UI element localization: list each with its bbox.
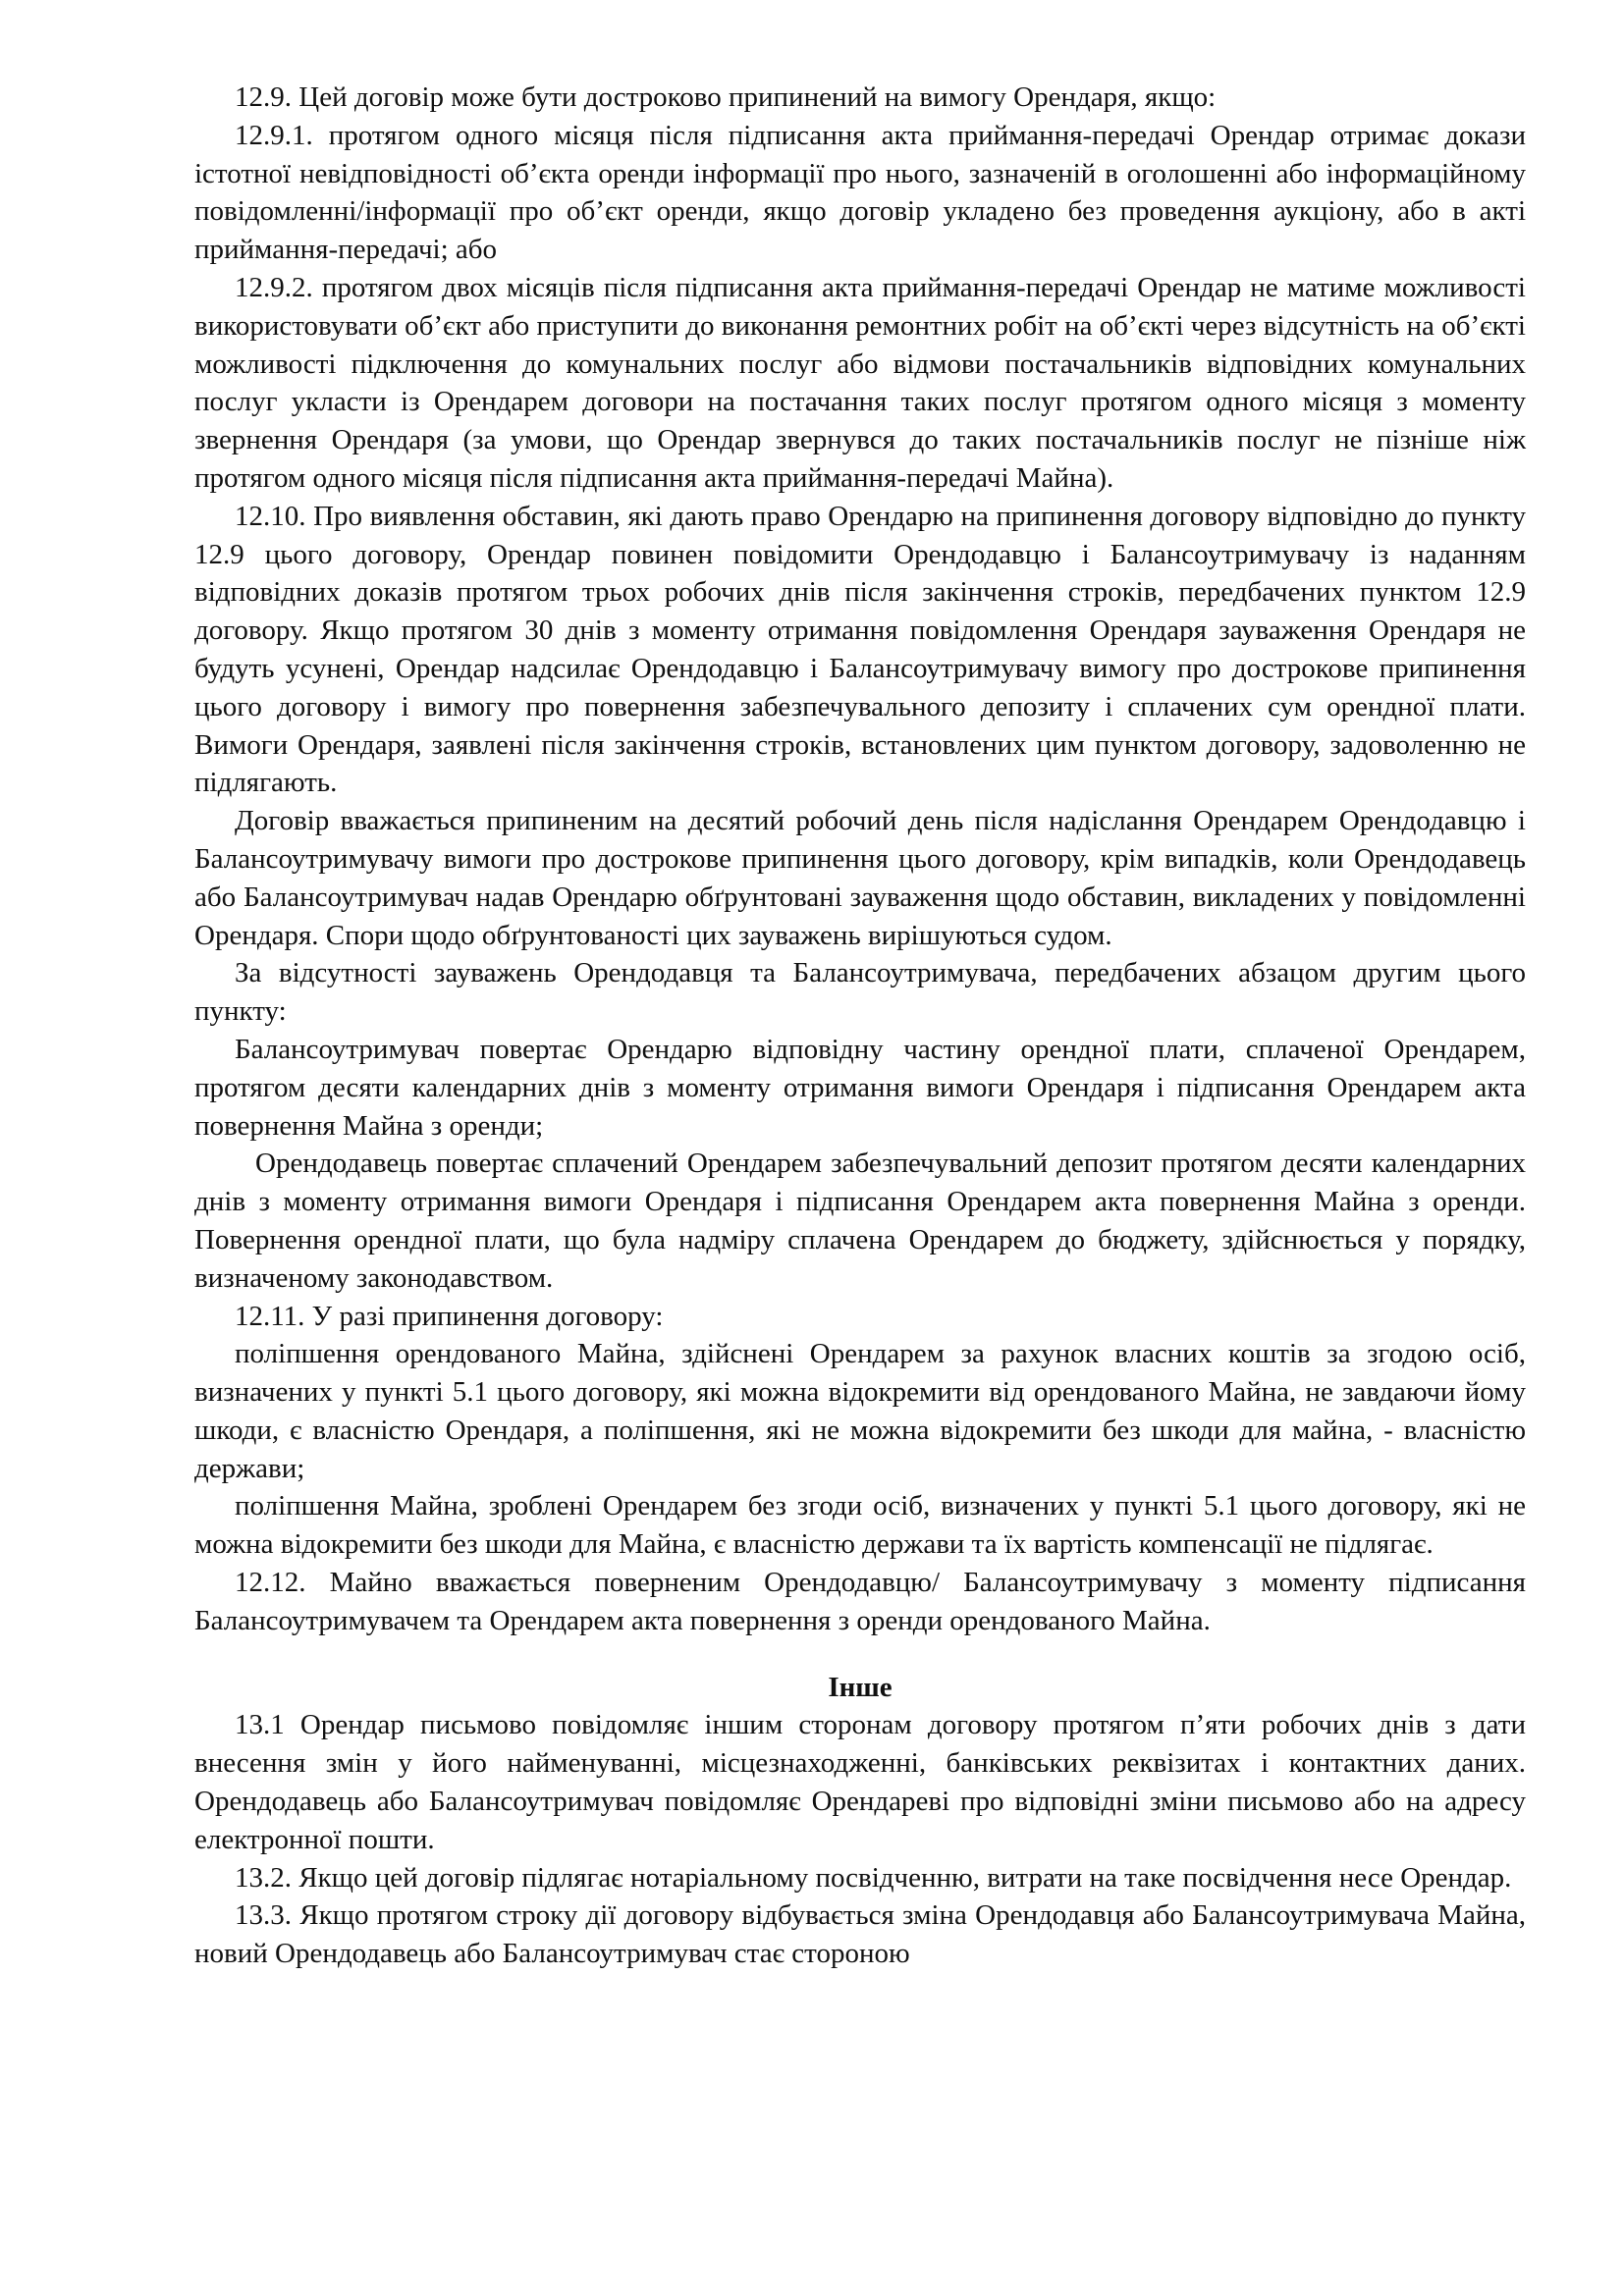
paragraph-13-1: 13.1 Орендар письмово повідомляє іншим сторонам договору протягом п’яти робочих днів з дати внесення змін у його найменуванні, місцезнаходженні, банківських реквізитах і контактних даних. Орендодавець або Балансоутримувач повідомляє Орендареві про відповідні зміни письмово або на адресу електронної пошти.	[194, 1709, 1526, 1855]
paragraph-12-9: 12.9. Цей договір може бути достроково припинений на вимогу Орендаря, якщо:	[235, 81, 1217, 113]
paragraph-13-3: 13.3. Якщо протягом строку дії договору відбувається зміна Орендодавця або Балансоутримувача Майна, новий Орендодавець або Балансоутримувач стає стороною	[194, 1899, 1526, 1970]
paragraph-12-10-no-remarks: За відсутності зауважень Орендодавця та Балансоутримувача, передбачених абзацом другим цього пункту:	[194, 957, 1526, 1028]
paragraph-12-11-inseparable-improvements: поліпшення Майна, зроблені Орендарем без згоди осіб, визначених у пункті 5.1 цього договору, які не можна відокремити без шкоди для Майна, є власністю держави та їх вартість компенсації не підлягає.	[194, 1490, 1526, 1561]
section-heading: Інше	[828, 1671, 893, 1703]
paragraph-12-9-2: 12.9.2. протягом двох місяців після підписання акта приймання-передачі Орендар не матиме можливості використовувати об’єкт або приступити до виконання ремонтних робіт на об’єкті через відсутність на об’єкті можливості підключення до комунальних послуг або відмови постачальників відповідних комунальних послуг укласти із Орендарем договори на постачання таких послуг протягом одного місяця з моменту звернення Орендаря (за умови, що Орендар звернувся до таких постачальників послуг не пізніше ніж протягом одного місяця після підписання акта приймання-передачі Майна).	[194, 271, 1526, 494]
paragraph-12-10-balance-holder-refund: Балансоутримувач повертає Орендарю відповідну частину орендної плати, сплаченої Орендарем, протягом десяти календарних днів з моменту отримання вимоги Орендаря і підписання Орендарем акта повернення Майна з оренди;	[194, 1033, 1526, 1142]
paragraph-12-10: 12.10. Про виявлення обставин, які дають право Орендарю на припинення договору відповідно до пункту 12.9 цього договору, Орендар повинен повідомити Орендодавцю і Балансоутримувачу із наданням відповідних доказів протягом трьох робочих днів після закінчення строків, передбачених пунктом 12.9 договору. Якщо протягом 30 днів з моменту отримання повідомлення Орендаря зауваження Орендаря не будуть усунені, Орендар надсилає Орендодавцю і Балансоутримувачу вимогу про дострокове припинення цього договору і вимогу про повернення забезпечувального депозиту і сплачених сум орендної плати. Вимоги Орендаря, заявлені після закінчення строків, встановлених цим пунктом договору, задоволенню не підлягають.	[194, 500, 1526, 799]
paragraph-13-2: 13.2. Якщо цей договір підлягає нотаріальному посвідченню, витрати на таке посвідчення несе Орендар.	[235, 1861, 1512, 1894]
paragraph-12-10-termination: Договір вважається припиненим на десятий робочий день після надіслання Орендарем Орендодавцю і Балансоутримувачу вимоги про дострокове припинення цього договору, крім випадків, коли Орендодавець або Балансоутримувач надав Орендарю обґрунтовані зауваження щодо обставин, викладених у повідомленні Орендаря. Спори щодо обґрунтованості цих зауважень вирішуються судом.	[194, 805, 1526, 951]
paragraph-12-12: 12.12. Майно вважається поверненим Орендодавцю/ Балансоутримувачу з моменту підписання Балансоутримувачем та Орендарем акта повернення з оренди орендованого Майна.	[194, 1567, 1526, 1636]
document-page	[194, 79, 1526, 1973]
paragraph-12-9-1: 12.9.1. протягом одного місяця після підписання акта приймання-передачі Орендар отримає докази істотної невідповідності об’єкта оренди інформації про нього, зазначеній в оголошенні або інформаційному повідомленні/інформації про об’єкт оренди, якщо договір укладено без проведення аукціону, або в акті приймання-передачі; або	[194, 119, 1526, 266]
paragraph-12-10-lessor-deposit: Орендодавець повертає сплачений Орендарем забезпечувальний депозит протягом десяти календарних днів з моменту отримання вимоги Орендаря і підписання Орендарем акта повернення Майна з оренди. Повернення орендної плати, що була надміру сплачена Орендарем до бюджету, здійснюється у порядку, визначеному законодавством.	[194, 1148, 1526, 1294]
paragraph-12-11-separable-improvements: поліпшення орендованого Майна, здійснені Орендарем за рахунок власних коштів за згодою осіб, визначених у пункті 5.1 цього договору, які можна відокремити від орендованого Майна, не завдаючи йому шкоди, є власністю Орендаря, а поліпшення, які не можна відокремити без шкоди для майна, - власністю держави;	[194, 1338, 1526, 1484]
paragraph-12-11: 12.11. У разі припинення договору:	[235, 1300, 664, 1332]
